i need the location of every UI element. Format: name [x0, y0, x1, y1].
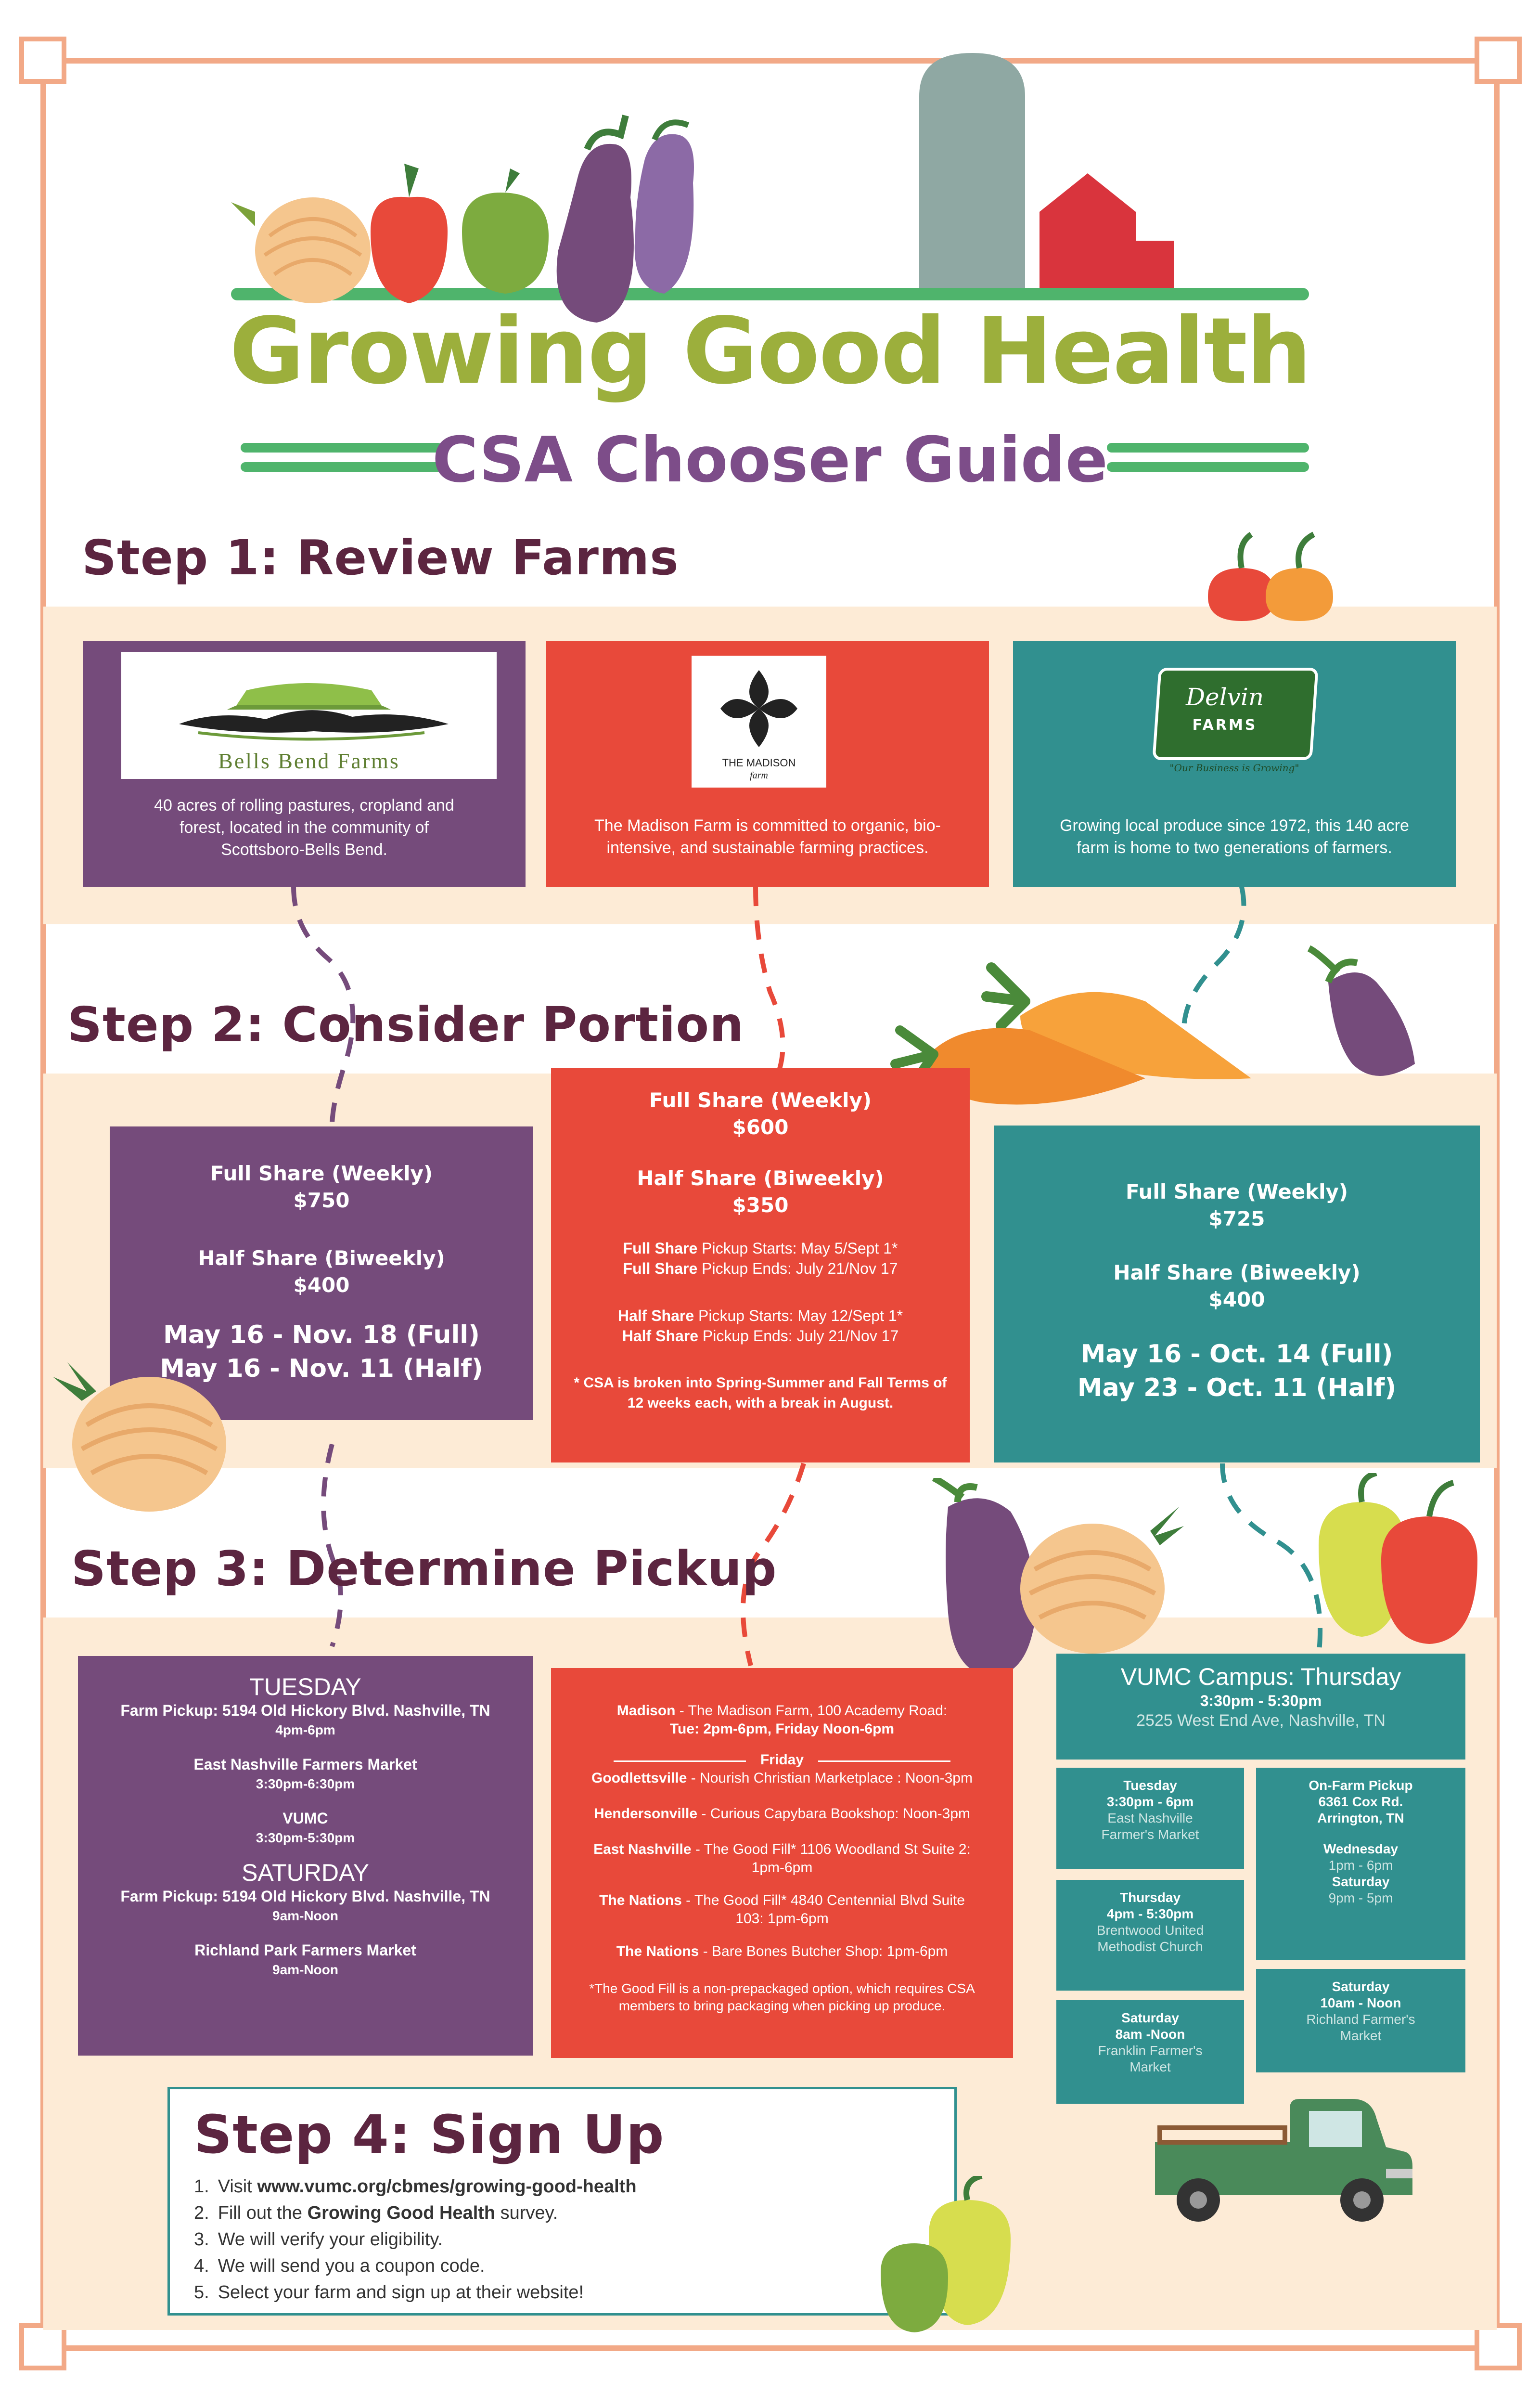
signup-step — [194, 2253, 637, 2279]
dates-half: May 23 - Oct. 11 (Half) — [1077, 1373, 1397, 1402]
signup-step-text: We will send you a coupon code. — [218, 2256, 485, 2276]
madison-logo-sub: farm — [750, 770, 768, 781]
dates-full: May 16 - Nov. 18 (Full) — [163, 1320, 480, 1349]
onion-icon — [34, 1358, 236, 1521]
madison-logo-text: THE MADISON — [722, 757, 796, 769]
pickup-tile-saturday-richland: Saturday 10am - Noon Richland Farmer's Market — [1256, 1969, 1465, 2072]
signup-step-number: 2. — [194, 2203, 209, 2223]
full-share-price: $750 — [293, 1189, 350, 1212]
portion-card-delvin — [994, 1126, 1480, 1462]
half-share-label: Half Share (Biweekly) — [198, 1246, 445, 1270]
pickup-time: 9am-Noon — [272, 1908, 338, 1923]
half-share-price: $350 — [732, 1193, 789, 1217]
signup-step-number: 5. — [194, 2282, 209, 2303]
pickup-line: Full Share Pickup Ends: July 21/Nov 17 — [623, 1260, 898, 1277]
signup-url[interactable]: www.vumc.org/cbmes/growing-good-health — [257, 2176, 637, 2197]
pickup-location: East Nashville - The Good Fill* 1106 Woodland St Suite 2: 1pm-6pm — [593, 1841, 971, 1876]
pickup-time: 9am-Noon — [272, 1962, 338, 1977]
pickup-tile-tuesday: Tuesday 3:30pm - 6pm East Nashville Farmer's Market — [1056, 1768, 1244, 1869]
portion-card-madison — [551, 1068, 970, 1462]
signup-step-number: 3. — [194, 2229, 209, 2250]
pickup-location: Farm Pickup: 5194 Old Hickory Blvd. Nashville, TN — [120, 1702, 490, 1719]
signup-step-number: 4. — [194, 2256, 209, 2276]
page-subtitle: CSA Chooser Guide — [432, 423, 1108, 496]
full-share-price: $725 — [1208, 1207, 1265, 1230]
pepper-icon — [1309, 1473, 1492, 1646]
signup-step-text: Fill out the — [218, 2203, 308, 2223]
vumc-time: 3:30pm - 5:30pm — [1200, 1692, 1322, 1709]
half-share-label: Half Share (Biweekly) — [637, 1166, 884, 1190]
onion-icon — [1006, 1497, 1189, 1666]
eggplant-icon — [1299, 944, 1424, 1088]
signup-step-text: Visit — [218, 2176, 257, 2197]
half-share-price: $400 — [1208, 1288, 1265, 1311]
friday-divider — [565, 1751, 999, 1769]
half-share-label: Half Share (Biweekly) — [1113, 1261, 1360, 1284]
signup-step — [194, 2226, 637, 2253]
pickup-location: The Nations - Bare Bones Butcher Shop: 1pm-6pm — [616, 1943, 948, 1959]
pickup-tile-on-farm: On-Farm Pickup 6361 Cox Rd. Arrington, TN Wednesday 1pm - 6pm Saturday 9pm - 5pm — [1256, 1768, 1465, 1960]
signup-step-text: Select your farm and sign up at their website! — [218, 2282, 584, 2303]
dates-half: May 16 - Nov. 11 (Half) — [160, 1354, 483, 1383]
step3-heading: Step 3: Determine Pickup — [71, 1540, 777, 1597]
signup-step — [194, 2200, 637, 2226]
full-share-label: Full Share (Weekly) — [1125, 1180, 1348, 1204]
signup-step — [194, 2279, 637, 2306]
pickup-location: East Nashville Farmers Market — [193, 1756, 417, 1773]
friday-label: Friday — [746, 1751, 818, 1769]
pickup-location: Madison - The Madison Farm, 100 Academy Road: — [616, 1703, 948, 1719]
delvin-logo-tag: "Our Business is Growing" — [1169, 762, 1299, 774]
signup-step-emphasis: Growing Good Health — [307, 2203, 496, 2223]
full-share-label: Full Share (Weekly) — [210, 1162, 433, 1185]
full-share-label: Full Share (Weekly) — [649, 1088, 872, 1112]
pickup-time: 4pm-6pm — [275, 1722, 335, 1737]
pickup-card-madison — [551, 1668, 1013, 2058]
signup-step — [194, 2174, 637, 2200]
pickup-vumc-card — [1056, 1654, 1465, 1760]
signup-step-number: 1. — [194, 2176, 209, 2197]
pickup-tile-saturday-franklin: Saturday 8am -Noon Franklin Farmer's Market — [1056, 2000, 1244, 2104]
farm-desc: Growing local produce since 1972, this 140 acre farm is home to two generations of farmers. — [1060, 816, 1409, 857]
step2-heading: Step 2: Consider Portion — [67, 996, 744, 1053]
pickup-tile-thursday: Thursday 4pm - 5:30pm Brentwood United Methodist Church — [1056, 1880, 1244, 1991]
signup-box — [167, 2087, 957, 2316]
page-title: Growing Good Health — [229, 298, 1311, 404]
pickup-line: Full Share Pickup Starts: May 5/Sept 1* — [623, 1240, 898, 1257]
pickup-card-bells-bend — [78, 1656, 533, 2056]
pickup-location: The Nations - The Good Fill* 4840 Centennial Blvd Suite 103: 1pm-6pm — [599, 1892, 965, 1927]
pickup-line: Half Share Pickup Ends: July 21/Nov 17 — [622, 1327, 899, 1345]
farm-desc: 40 acres of rolling pastures, cropland and forest, located in the community of Scottsboro-Bells Bend. — [154, 796, 454, 859]
step4-heading: Step 4: Sign Up — [194, 2104, 665, 2165]
bells-bend-logo-text: Bells Bend Farms — [218, 749, 400, 773]
good-fill-note: *The Good Fill is a non-prepackaged option, which requires CSA members to bring packaging when picking up produce. — [589, 1981, 975, 2013]
signup-step-text: survey. — [495, 2203, 558, 2223]
dates-full: May 16 - Oct. 14 (Full) — [1080, 1340, 1393, 1369]
full-share-price: $600 — [732, 1115, 789, 1139]
half-share-price: $400 — [293, 1273, 350, 1297]
term-note: * CSA is broken into Spring-Summer and Fall Terms of 12 weeks each, with a break in August. — [574, 1375, 947, 1411]
pepper-icon — [871, 2176, 1035, 2335]
pickup-time: 3:30pm-6:30pm — [256, 1776, 355, 1791]
delvin-logo-sub: FARMS — [1192, 717, 1258, 734]
pickup-location: Goodlettsville - Nourish Christian Marketplace : Noon-3pm — [591, 1770, 973, 1786]
tuesday-title: TUESDAY — [249, 1673, 361, 1700]
pickup-location: Farm Pickup: 5194 Old Hickory Blvd. Nashville, TN — [120, 1888, 490, 1905]
vumc-title: VUMC Campus: Thursday — [1120, 1663, 1401, 1690]
step1-heading: Step 1: Review Farms — [82, 530, 679, 586]
truck-icon — [1145, 2084, 1415, 2229]
saturday-title: SATURDAY — [242, 1859, 369, 1886]
pickup-time: 3:30pm-5:30pm — [256, 1830, 355, 1845]
vumc-address: 2525 West End Ave, Nashville, TN — [1136, 1711, 1386, 1730]
farm-desc: The Madison Farm is committed to organic, bio-intensive, and sustainable farming practices. — [594, 816, 941, 857]
pickup-location: Richland Park Farmers Market — [194, 1941, 416, 1959]
signup-list — [194, 2174, 637, 2306]
delvin-logo-text: Delvin — [1185, 683, 1264, 711]
pickup-location: Hendersonville - Curious Capybara Bookshop: Noon-3pm — [593, 1806, 971, 1822]
pickup-line: Half Share Pickup Starts: May 12/Sept 1* — [617, 1307, 903, 1324]
pickup-location: VUMC — [282, 1810, 328, 1827]
pickup-time: Tue: 2pm-6pm, Friday Noon-6pm — [669, 1721, 895, 1737]
signup-step-text: We will verify your eligibility. — [218, 2229, 443, 2250]
